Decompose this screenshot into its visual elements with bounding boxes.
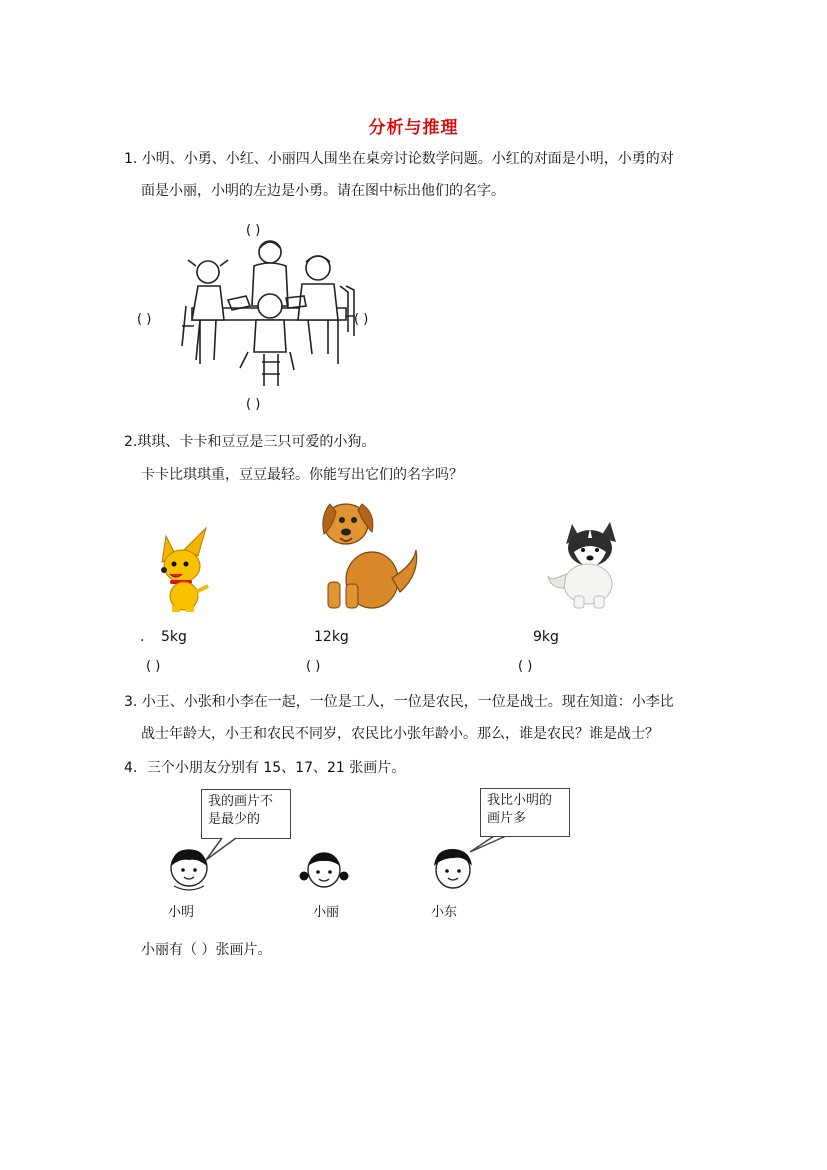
q3-text-line1: 3. 小王、小张和小李在一起，一位是工人，一位是农民，一位是战士。现在知道：小李比	[124, 694, 674, 710]
dog1-name-blank[interactable]: ( )	[146, 659, 161, 674]
q1-blank-bottom[interactable]: ( )	[246, 397, 261, 412]
kid-name-xiaoli: 小丽	[313, 905, 340, 920]
speech-bubble-xiaodong	[480, 788, 570, 837]
dog3-name-blank[interactable]: ( )	[518, 659, 533, 674]
q4-answer-line[interactable]: 小丽有（ ）张画片。	[141, 942, 272, 958]
page-title: 分析与推理	[368, 118, 459, 138]
q1-blank-right[interactable]: ( )	[354, 312, 369, 327]
dog1-weight: 5kg	[161, 629, 187, 645]
kid-name-xiaoming: 小明	[168, 905, 195, 920]
bubble2-line1: 我比小明的	[487, 793, 553, 808]
bubble1-line1: 我的画片不	[208, 794, 274, 809]
q1-text-line1: 1. 小明、小勇、小红、小丽四人围坐在桌旁讨论数学问题。小红的对面是小明，小勇的对	[124, 151, 674, 167]
kid-name-xiaodong: 小东	[431, 905, 458, 920]
dog2-weight: 12kg	[314, 629, 349, 645]
q2-text-line1: 2.琪琪、卡卡和豆豆是三只可爱的小狗。	[124, 434, 376, 450]
dog3-weight: 9kg	[533, 629, 559, 645]
q1-blank-left[interactable]: ( )	[137, 312, 152, 327]
bubble1-line2: 是最少的	[208, 812, 261, 827]
dog2-name-blank[interactable]: ( )	[306, 659, 321, 674]
q1-text-line2: 面是小丽，小明的左边是小勇。请在图中标出他们的名字。	[141, 183, 505, 199]
q2-text-line2: 卡卡比琪琪重，豆豆最轻。你能写出它们的名字吗？	[141, 467, 463, 483]
kid-xiaoming-icon	[164, 846, 214, 894]
bubble2-line2: 画片多	[487, 811, 527, 826]
q1-blank-top[interactable]: ( )	[246, 223, 261, 238]
kid-xiaodong-icon	[428, 844, 478, 894]
dog1-weight-prefix: .	[140, 629, 145, 645]
kid-xiaoli-icon	[298, 848, 350, 894]
q4-text-line1: 4．三个小朋友分别有 15、17、21 张画片。	[124, 760, 406, 776]
q3-text-line2: 战士年龄大，小王和农民不同岁，农民比小张年龄小。那么，谁是农民？谁是战士？	[141, 726, 659, 742]
